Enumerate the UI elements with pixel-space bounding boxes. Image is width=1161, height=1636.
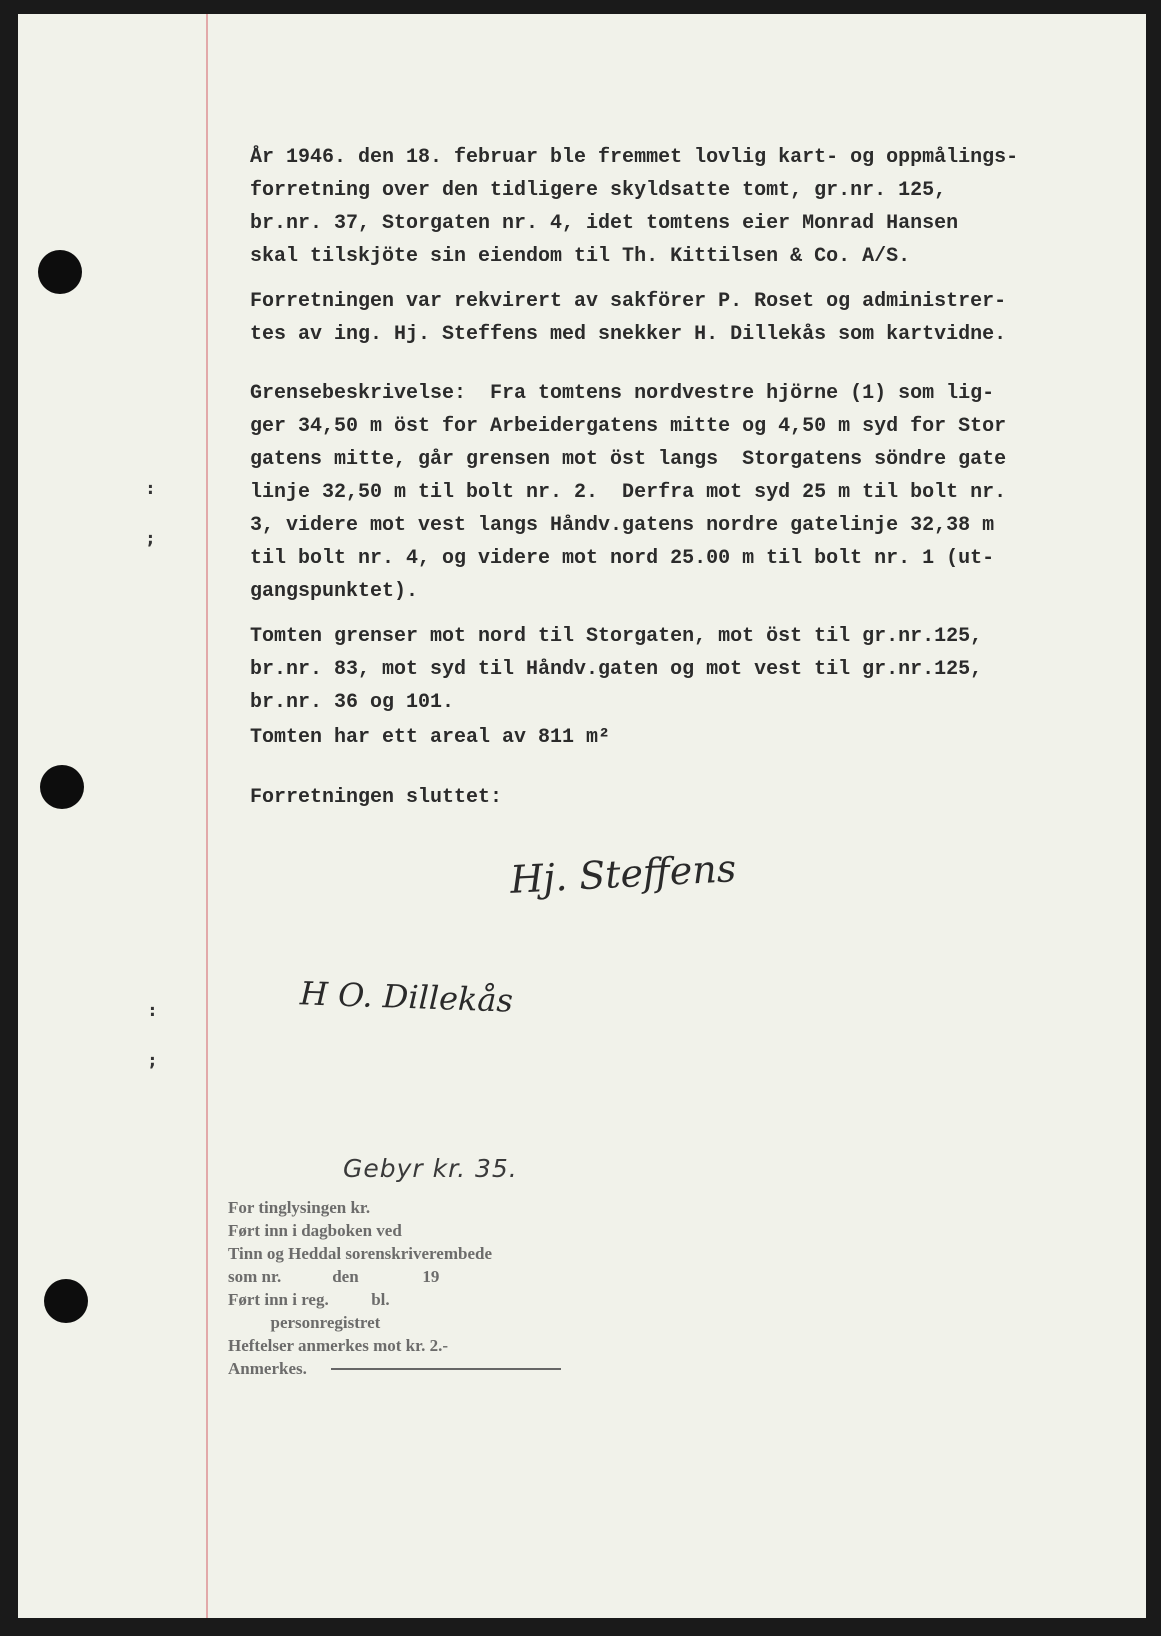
margin-mark: ; xyxy=(147,1050,158,1071)
registration-stamp xyxy=(228,1196,588,1380)
margin-mark: : xyxy=(147,1000,158,1021)
punch-hole-top xyxy=(38,250,82,294)
text-line: tes av ing. Hj. Steffens med snekker H. Dillekås som kartvidne. xyxy=(250,323,1007,346)
stamp-line: Ført inn i reg. bl. xyxy=(228,1290,390,1309)
paragraph-requisition xyxy=(250,285,1100,351)
text-line: ger 34,50 m öst for Arbeidergatens mitte og 4,50 m syd for Stor xyxy=(250,415,1007,438)
margin-line xyxy=(206,14,208,1618)
stamp-line: som nr. den 19 xyxy=(228,1267,440,1286)
fee-note: Gebyr kr. 35. xyxy=(343,1154,518,1183)
paragraph-area xyxy=(250,721,1100,754)
text-line: Forretningen var rekvirert av sakförer P. Roset og administrer- xyxy=(250,290,1007,313)
text-line: forretning over den tidligere skyldsatte tomt, gr.nr. 125, xyxy=(250,179,947,202)
stamp-line: personregistret xyxy=(228,1313,381,1332)
text-line: gatens mitte, går grensen mot öst langs Storgatens söndre gate xyxy=(250,448,1007,471)
stamp-line: Ført inn i dagboken ved xyxy=(228,1221,402,1240)
text-line: År 1946. den 18. februar ble fremmet lovlig kart- og oppmålings- xyxy=(250,146,1019,169)
text-line: gangspunktet). xyxy=(250,580,419,603)
text-line: Forretningen sluttet: xyxy=(250,786,503,809)
text-line: Grensebeskrivelse: Fra tomtens nordvestre hjörne (1) som lig- xyxy=(250,382,995,405)
text-line: 3, videre mot vest langs Håndv.gatens nordre gatelinje 32,38 m xyxy=(250,514,995,537)
text-line: Tomten har ett areal av 811 m² xyxy=(250,726,611,749)
signature-engineer: Hj. Steffens xyxy=(509,846,738,902)
text-line: br.nr. 37, Storgaten nr. 4, idet tomtens eier Monrad Hansen xyxy=(250,212,959,235)
paragraph-boundary-description xyxy=(250,377,1100,608)
text-line: Tomten grenser mot nord til Storgaten, mot öst til gr.nr.125, xyxy=(250,625,983,648)
text-line: br.nr. 83, mot syd til Håndv.gaten og mot vest til gr.nr.125, xyxy=(250,658,983,681)
stamp-line: Tinn og Heddal sorenskriverembede xyxy=(228,1244,492,1263)
stamp-line: For tinglysingen kr. xyxy=(228,1198,371,1217)
paragraph-closing xyxy=(250,781,1100,814)
stamp-line: Heftelser anmerkes mot kr. 2.- xyxy=(228,1336,449,1355)
margin-mark: ; xyxy=(145,528,156,549)
stamp-rule xyxy=(331,1368,561,1370)
text-line: til bolt nr. 4, og videre mot nord 25.00 m til bolt nr. 1 (ut- xyxy=(250,547,995,570)
text-line: linje 32,50 m til bolt nr. 2. Derfra mot syd 25 m til bolt nr. xyxy=(250,481,1007,504)
text-line: skal tilskjöte sin eiendom til Th. Kittilsen & Co. A/S. xyxy=(250,245,911,268)
paragraph-neighbours xyxy=(250,620,1100,719)
document-page xyxy=(18,14,1146,1618)
punch-hole-bottom xyxy=(44,1279,88,1323)
signature-witness: H O. Dillekås xyxy=(299,974,514,1020)
text-line: br.nr. 36 og 101. xyxy=(250,691,455,714)
stamp-line: Anmerkes. xyxy=(228,1359,307,1378)
margin-mark: : xyxy=(145,478,156,499)
paragraph-intro xyxy=(250,141,1100,273)
punch-hole-middle xyxy=(40,765,84,809)
